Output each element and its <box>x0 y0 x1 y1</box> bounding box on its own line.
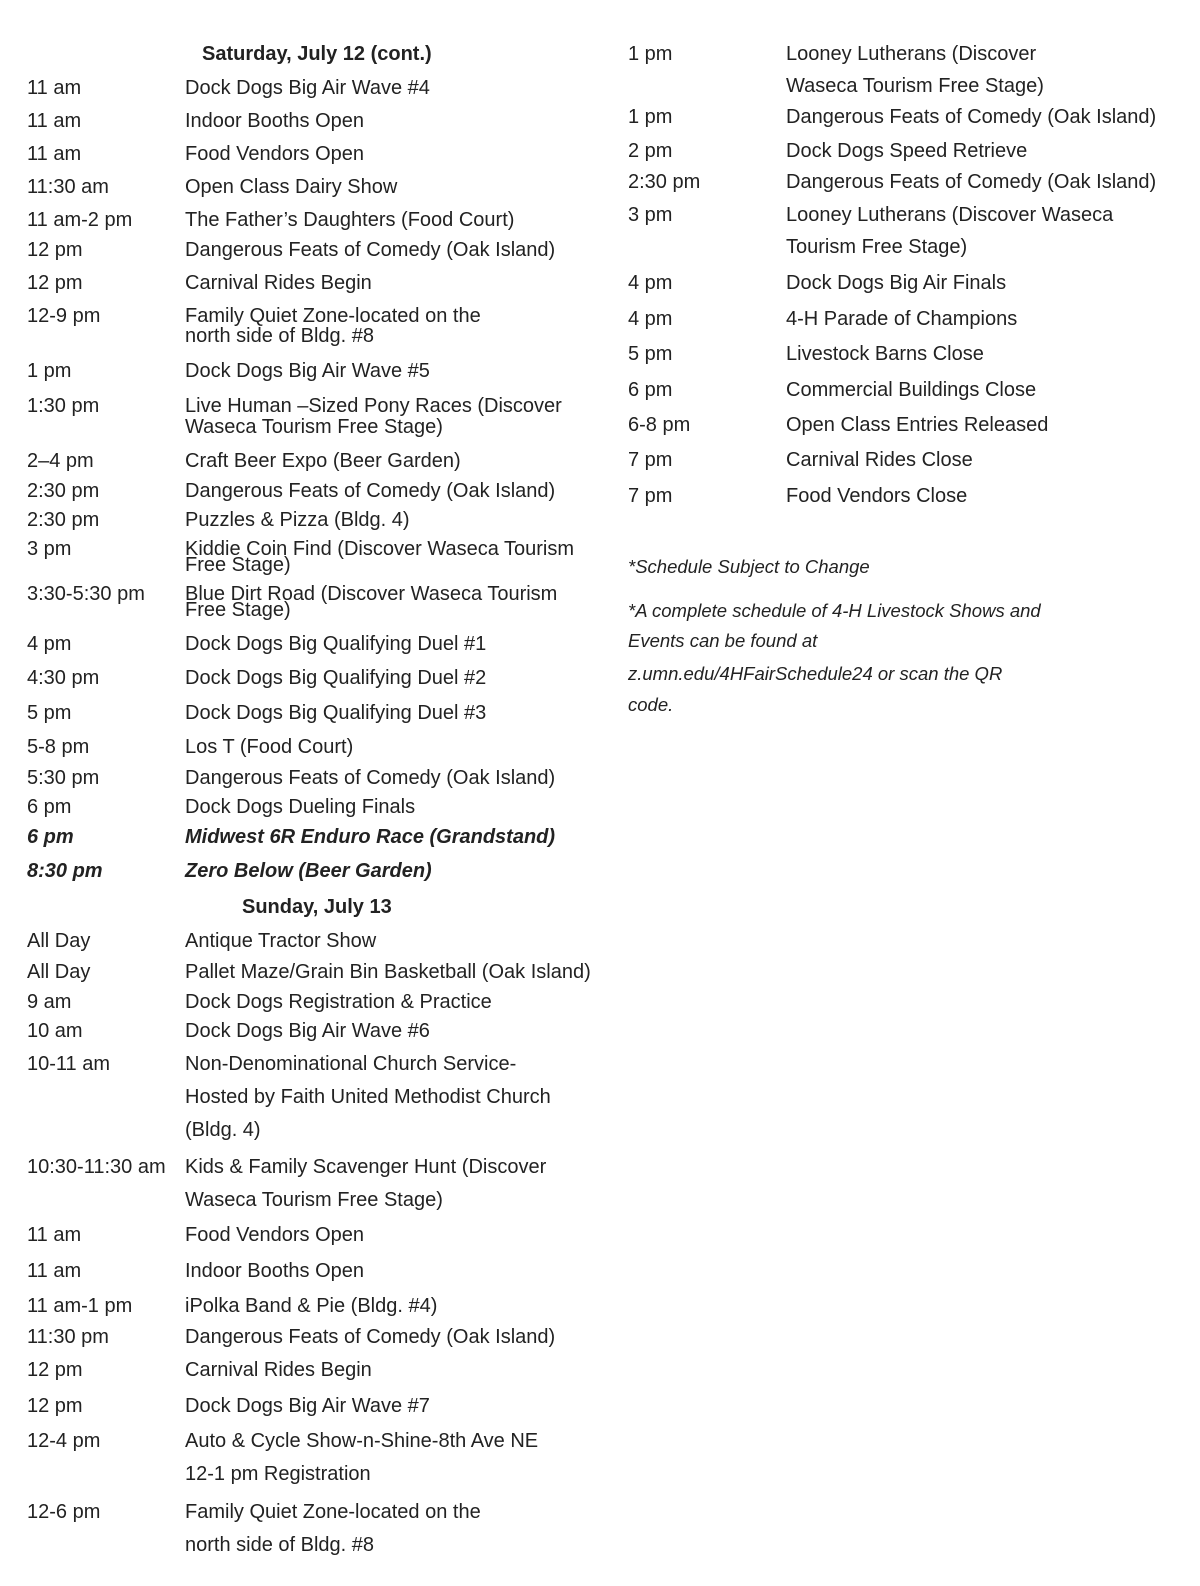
event-time: 11 am <box>27 143 82 165</box>
event-name: Blue Dirt Road (Discover Waseca Tourism <box>185 583 558 605</box>
event-name-continued: Waseca Tourism Free Stage) <box>786 75 1044 97</box>
event-time: 1 pm <box>628 106 673 128</box>
event-name: Dock Dogs Big Air Finals <box>786 272 1007 294</box>
event-time: 12 pm <box>27 1359 83 1381</box>
event-time: 11 am <box>27 77 82 99</box>
livestock-note-line3: z.umn.edu/4HFairSchedule24 or scan the QR <box>628 663 1003 684</box>
event-time: 10 am <box>27 1020 83 1042</box>
event-name: Dock Dogs Registration & Practice <box>185 991 492 1013</box>
event-name: Midwest 6R Enduro Race (Grandstand) <box>185 826 556 848</box>
event-time: 2:30 pm <box>27 480 100 502</box>
event-name-continued: (Bldg. 4) <box>185 1119 261 1141</box>
event-name: Dock Dogs Big Air Wave #4 <box>185 77 430 99</box>
event-time: 2 pm <box>628 140 673 162</box>
event-time: 11 am-2 pm <box>27 209 133 231</box>
event-time: 4:30 pm <box>27 667 100 689</box>
event-time: 10:30-11:30 am <box>27 1156 166 1178</box>
event-name: Dangerous Feats of Comedy (Oak Island) <box>185 239 556 261</box>
livestock-note-line4: code. <box>628 694 674 715</box>
event-name: Auto & Cycle Show-n-Shine-8th Ave NE <box>185 1430 539 1452</box>
event-time: 2–4 pm <box>27 450 94 472</box>
event-name: Dangerous Feats of Comedy (Oak Island) <box>786 106 1157 128</box>
event-name-continued: north side of Bldg. #8 <box>185 1534 375 1556</box>
event-time: 7 pm <box>628 449 673 471</box>
event-name-continued: north side of Bldg. #8 <box>185 325 375 347</box>
event-name: Puzzles & Pizza (Bldg. 4) <box>185 509 410 531</box>
event-name: Indoor Booths Open <box>185 110 365 132</box>
event-time: 7 pm <box>628 485 673 507</box>
event-name: Craft Beer Expo (Beer Garden) <box>185 450 461 472</box>
event-time: 12-6 pm <box>27 1501 101 1523</box>
event-time: 9 am <box>27 991 72 1013</box>
event-name-continued: Waseca Tourism Free Stage) <box>185 416 443 438</box>
event-time: 11:30 pm <box>27 1326 109 1348</box>
event-name: Family Quiet Zone-located on the <box>185 305 481 327</box>
event-time: 6 pm <box>27 796 72 818</box>
event-name: iPolka Band & Pie (Bldg. #4) <box>185 1295 438 1317</box>
event-time: 11:30 am <box>27 176 109 198</box>
event-time: 4 pm <box>628 308 673 330</box>
event-name: Zero Below (Beer Garden) <box>185 860 432 882</box>
event-time: 5:30 pm <box>27 767 100 789</box>
event-name: Dangerous Feats of Comedy (Oak Island) <box>786 171 1157 193</box>
event-time: 4 pm <box>27 633 72 655</box>
event-name-continued: Free Stage) <box>185 554 291 576</box>
event-time: 1 pm <box>628 43 673 65</box>
livestock-note-line2: Events can be found at <box>628 630 818 651</box>
event-time: 12-9 pm <box>27 305 101 327</box>
event-name: Antique Tractor Show <box>185 930 377 952</box>
event-name: Live Human –Sized Pony Races (Discover <box>185 395 562 417</box>
event-name: Los T (Food Court) <box>185 736 354 758</box>
event-name: Carnival Rides Begin <box>185 1359 372 1381</box>
event-name: Dangerous Feats of Comedy (Oak Island) <box>185 1326 556 1348</box>
event-name-continued: Tourism Free Stage) <box>786 236 968 258</box>
event-name: Dangerous Feats of Comedy (Oak Island) <box>185 767 556 789</box>
event-time: All Day <box>27 930 91 952</box>
event-time: 12-4 pm <box>27 1430 101 1452</box>
event-time: 11 am <box>27 1224 82 1246</box>
event-name: Dock Dogs Big Qualifying Duel #2 <box>185 667 487 689</box>
event-name-continued: Free Stage) <box>185 599 291 621</box>
event-time: 12 pm <box>27 239 83 261</box>
event-time: 11 am-1 pm <box>27 1295 133 1317</box>
event-time: 5 pm <box>628 343 673 365</box>
event-time: 6 pm <box>628 379 673 401</box>
event-name: Dock Dogs Speed Retrieve <box>786 140 1028 162</box>
saturday-heading: Saturday, July 12 (cont.) <box>202 43 432 65</box>
event-time: 5-8 pm <box>27 736 90 758</box>
event-time: 6-8 pm <box>628 414 691 436</box>
event-time: 10-11 am <box>27 1053 111 1075</box>
event-name: Kiddie Coin Find (Discover Waseca Tourism <box>185 538 575 560</box>
event-time: 3 pm <box>27 538 72 560</box>
event-name: Kids & Family Scavenger Hunt (Discover <box>185 1156 547 1178</box>
event-name-continued: Hosted by Faith United Methodist Church <box>185 1086 551 1108</box>
event-name: Indoor Booths Open <box>185 1260 365 1282</box>
event-name: Dangerous Feats of Comedy (Oak Island) <box>185 480 556 502</box>
schedule-note: *Schedule Subject to Change <box>628 556 870 577</box>
event-name: Commercial Buildings Close <box>786 379 1037 401</box>
event-time: 2:30 pm <box>27 509 100 531</box>
sunday-heading: Sunday, July 13 <box>242 896 392 918</box>
event-time: 12 pm <box>27 272 83 294</box>
event-name: Dock Dogs Big Air Wave #6 <box>185 1020 430 1042</box>
event-time: 2:30 pm <box>628 171 701 193</box>
event-name: Pallet Maze/Grain Bin Basketball (Oak Island) <box>185 961 591 983</box>
event-name: Carnival Rides Close <box>786 449 973 471</box>
event-name: Food Vendors Close <box>786 485 968 507</box>
event-time: 8:30 pm <box>27 860 103 882</box>
event-time: 6 pm <box>27 826 74 848</box>
event-time: 1:30 pm <box>27 395 100 417</box>
event-name: Dock Dogs Dueling Finals <box>185 796 416 818</box>
event-time: 11 am <box>27 110 82 132</box>
event-name: Family Quiet Zone-located on the <box>185 1501 481 1523</box>
event-time: 11 am <box>27 1260 82 1282</box>
event-name: Food Vendors Open <box>185 143 365 165</box>
event-name: Open Class Entries Released <box>786 414 1049 436</box>
event-time: 1 pm <box>27 360 72 382</box>
event-name: Looney Lutherans (Discover Waseca <box>786 204 1114 226</box>
event-name: Carnival Rides Begin <box>185 272 372 294</box>
event-time: 12 pm <box>27 1395 83 1417</box>
event-name: Looney Lutherans (Discover <box>786 43 1037 65</box>
event-time: 5 pm <box>27 702 72 724</box>
event-time: 3:30-5:30 pm <box>27 583 145 605</box>
livestock-note-line1: *A complete schedule of 4-H Livestock Shows and <box>628 600 1041 621</box>
event-name: Open Class Dairy Show <box>185 176 398 198</box>
event-name: Dock Dogs Big Qualifying Duel #3 <box>185 702 487 724</box>
event-name: Non-Denominational Church Service- <box>185 1053 517 1075</box>
event-name: 4-H Parade of Champions <box>786 308 1018 330</box>
event-name: Dock Dogs Big Air Wave #5 <box>185 360 430 382</box>
event-name-continued: 12-1 pm Registration <box>185 1463 371 1485</box>
event-time: 4 pm <box>628 272 673 294</box>
event-name: Dock Dogs Big Air Wave #7 <box>185 1395 430 1417</box>
event-time: 3 pm <box>628 204 673 226</box>
event-name: Livestock Barns Close <box>786 343 984 365</box>
event-name: Dock Dogs Big Qualifying Duel #1 <box>185 633 487 655</box>
event-name: The Father’s Daughters (Food Court) <box>185 209 515 231</box>
event-name: Food Vendors Open <box>185 1224 365 1246</box>
event-name-continued: Waseca Tourism Free Stage) <box>185 1189 443 1211</box>
event-time: All Day <box>27 961 91 983</box>
